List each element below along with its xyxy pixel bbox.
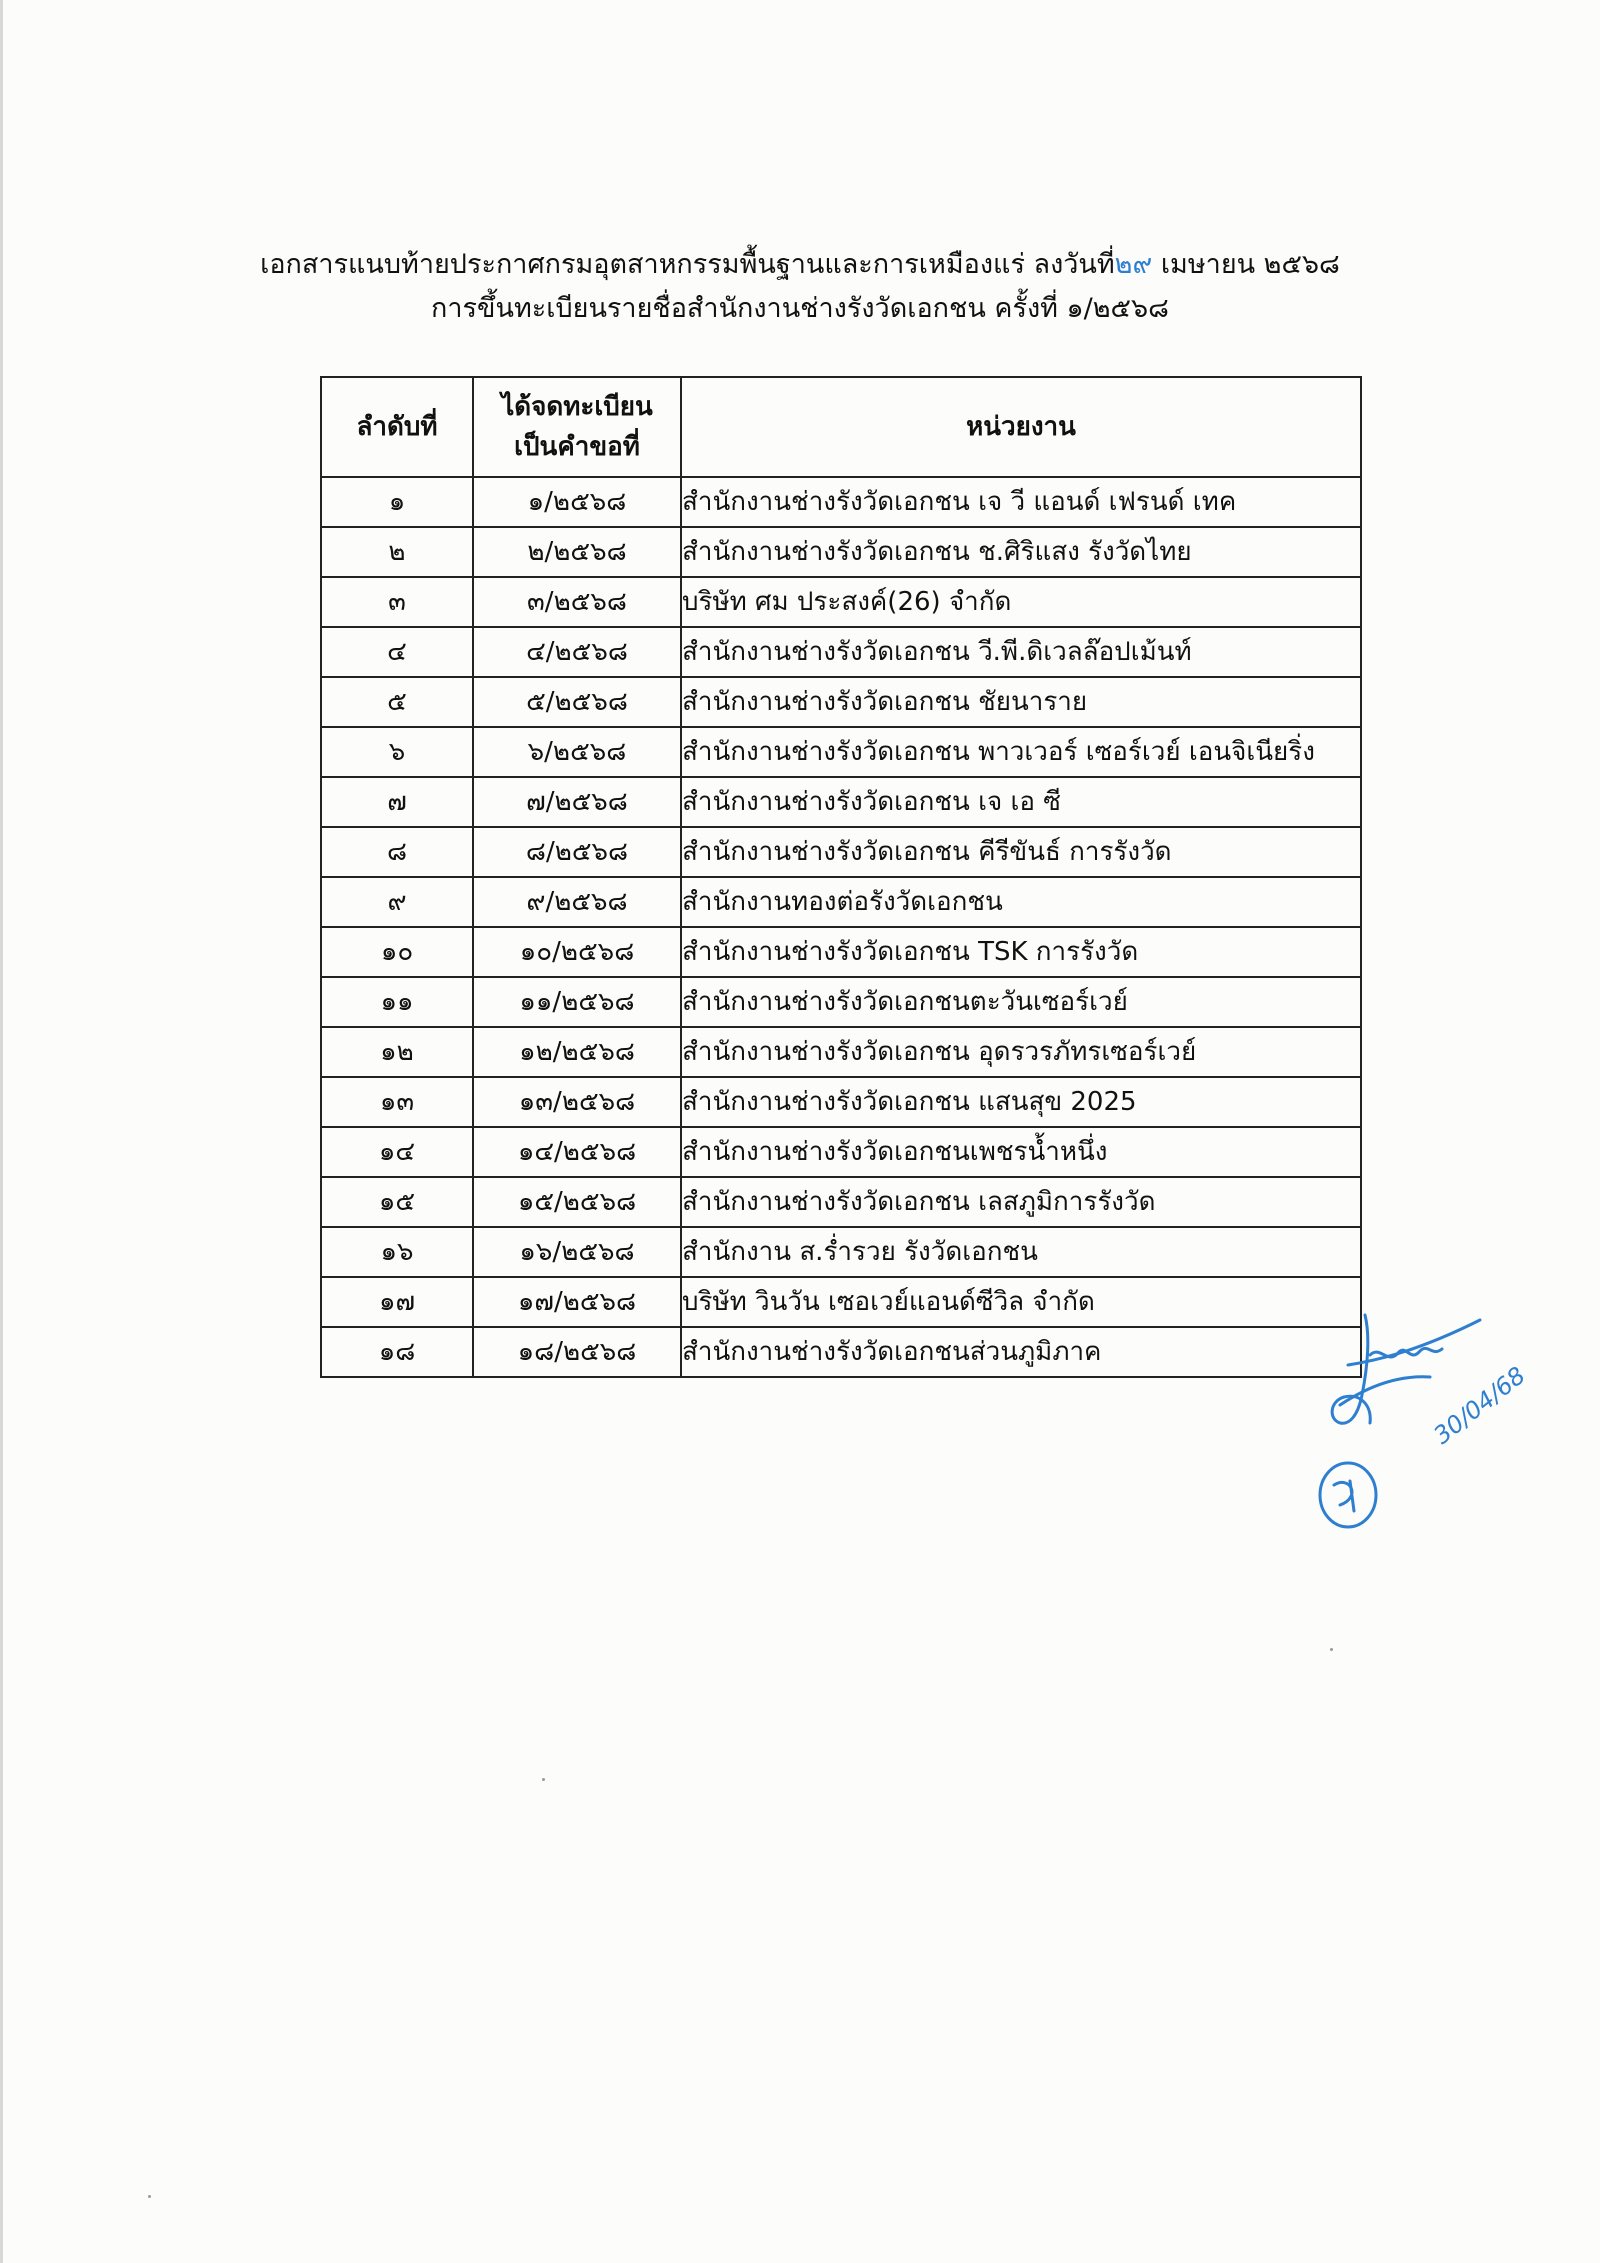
- row-registration-cell: ๑๘/๒๕๖๘: [473, 1327, 681, 1377]
- table-row: [321, 1277, 1361, 1327]
- row-registration-cell: ๔/๒๕๖๘: [473, 627, 681, 677]
- table-row: [321, 1127, 1361, 1177]
- table-row: [321, 927, 1361, 977]
- row-unit-cell: สำนักงาน ส.ร่ำรวย รังวัดเอกชน: [681, 1227, 1361, 1277]
- row-unit-cell: สำนักงานช่างรังวัดเอกชน TSK การรังวัด: [681, 927, 1361, 977]
- row-unit-cell: สำนักงานช่างรังวัดเอกชน แสนสุข 2025: [681, 1077, 1361, 1127]
- row-registration-cell: ๗/๒๕๖๘: [473, 777, 681, 827]
- row-unit-cell: สำนักงานช่างรังวัดเอกชน พาวเวอร์ เซอร์เวย์ เอนจิเนียริ่ง: [681, 727, 1361, 777]
- title-line-1: [0, 243, 1600, 287]
- row-unit-cell: สำนักงานช่างรังวัดเอกชน อุดรวรภัทรเซอร์เวย์: [681, 1027, 1361, 1077]
- row-seq-cell: ๗: [321, 777, 473, 827]
- row-seq-cell: ๕: [321, 677, 473, 727]
- signature-stroke-1: [1332, 1315, 1370, 1423]
- title-handwritten-date: ๒๙: [1114, 249, 1153, 280]
- row-seq-cell: ๑๒: [321, 1027, 473, 1077]
- document-title: [0, 243, 1600, 331]
- table-row: [321, 677, 1361, 727]
- table-row: [321, 627, 1361, 677]
- header-seq: ลำดับที่: [321, 377, 473, 477]
- header-registration: [473, 377, 681, 477]
- row-registration-cell: ๑๒/๒๕๖๘: [473, 1027, 681, 1077]
- row-seq-cell: ๑๖: [321, 1227, 473, 1277]
- row-registration-cell: ๙/๒๕๖๘: [473, 877, 681, 927]
- table-row: [321, 477, 1361, 527]
- table-row: [321, 1227, 1361, 1277]
- row-unit-cell: สำนักงานช่างรังวัดเอกชนส่วนภูมิภาค: [681, 1327, 1361, 1377]
- row-registration-cell: ๘/๒๕๖๘: [473, 827, 681, 877]
- row-registration-cell: ๑๑/๒๕๖๘: [473, 977, 681, 1027]
- table-row: [321, 827, 1361, 877]
- header-registration-line-1: ได้จดทะเบียน: [501, 392, 653, 422]
- row-registration-cell: ๑๐/๒๕๖๘: [473, 927, 681, 977]
- row-registration-cell: ๑๔/๒๕๖๘: [473, 1127, 681, 1177]
- row-unit-cell: สำนักงานช่างรังวัดเอกชนเพชรน้ำหนึ่ง: [681, 1127, 1361, 1177]
- title-line-1-prefix: เอกสารแนบท้ายประกาศกรมอุตสาหกรรมพื้นฐานและการเหมืองแร่ ลงวันที่: [260, 249, 1115, 280]
- scan-speck: [542, 1778, 545, 1781]
- row-seq-cell: ๘: [321, 827, 473, 877]
- row-unit-cell: บริษัท ศม ประสงค์(26) จำกัด: [681, 577, 1361, 627]
- row-seq-cell: ๑๕: [321, 1177, 473, 1227]
- table-row: [321, 727, 1361, 777]
- scan-speck: [1330, 1648, 1333, 1651]
- registration-table: [320, 376, 1362, 1378]
- title-line-1-suffix: เมษายน ๒๕๖๘: [1152, 249, 1340, 280]
- row-unit-cell: สำนักงานทองต่อรังวัดเอกชน: [681, 877, 1361, 927]
- row-registration-cell: ๑/๒๕๖๘: [473, 477, 681, 527]
- row-seq-cell: ๑๗: [321, 1277, 473, 1327]
- row-unit-cell: สำนักงานช่างรังวัดเอกชน วี.พี.ดิเวลล๊อปเม้นท์: [681, 627, 1361, 677]
- signature-stroke-4: [1340, 1377, 1430, 1405]
- table-row: [321, 527, 1361, 577]
- table-row: [321, 1027, 1361, 1077]
- table-row: [321, 877, 1361, 927]
- header-unit: หน่วยงาน: [681, 377, 1361, 477]
- row-unit-cell: สำนักงานช่างรังวัดเอกชนตะวันเซอร์เวย์: [681, 977, 1361, 1027]
- table-row: [321, 577, 1361, 627]
- row-registration-cell: ๕/๒๕๖๘: [473, 677, 681, 727]
- row-seq-cell: ๑: [321, 477, 473, 527]
- table-row: [321, 1327, 1361, 1377]
- row-registration-cell: ๑๕/๒๕๖๘: [473, 1177, 681, 1227]
- row-unit-cell: สำนักงานช่างรังวัดเอกชน เจ วี แอนด์ เฟรนด์ เทค: [681, 477, 1361, 527]
- row-seq-cell: ๓: [321, 577, 473, 627]
- row-unit-cell: สำนักงานช่างรังวัดเอกชน ชัยนาราย: [681, 677, 1361, 727]
- row-seq-cell: ๔: [321, 627, 473, 677]
- row-seq-cell: ๑๐: [321, 927, 473, 977]
- signature-stroke-6: [1334, 1481, 1354, 1511]
- signature-stroke-3: [1370, 1348, 1442, 1357]
- row-registration-cell: ๓/๒๕๖๘: [473, 577, 681, 627]
- row-unit-cell: สำนักงานช่างรังวัดเอกชน คีรีขันธ์ การรังวัด: [681, 827, 1361, 877]
- row-seq-cell: ๑๔: [321, 1127, 473, 1177]
- row-unit-cell: สำนักงานช่างรังวัดเอกชน ช.ศิริแสง รังวัดไทย: [681, 527, 1361, 577]
- table-row: [321, 977, 1361, 1027]
- handwritten-signature: [1310, 1305, 1531, 1555]
- row-seq-cell: ๖: [321, 727, 473, 777]
- title-line-2: การขึ้นทะเบียนรายชื่อสำนักงานช่างรังวัดเอกชน ครั้งที่ ๑/๒๕๖๘: [431, 293, 1169, 324]
- row-seq-cell: ๙: [321, 877, 473, 927]
- row-seq-cell: ๒: [321, 527, 473, 577]
- table-row: [321, 777, 1361, 827]
- table-body: [321, 477, 1361, 1377]
- table-header-row: [321, 377, 1361, 477]
- signature-date: 30/04/68: [1428, 1361, 1531, 1450]
- row-registration-cell: ๑๓/๒๕๖๘: [473, 1077, 681, 1127]
- row-unit-cell: สำนักงานช่างรังวัดเอกชน เจ เอ ซี: [681, 777, 1361, 827]
- page-edge-shadow: [0, 0, 3, 2263]
- scan-speck: [148, 2195, 151, 2198]
- row-unit-cell: บริษัท วินวัน เซอเวย์แอนด์ซีวิล จำกัด: [681, 1277, 1361, 1327]
- row-registration-cell: ๑๖/๒๕๖๘: [473, 1227, 681, 1277]
- row-seq-cell: ๑๓: [321, 1077, 473, 1127]
- row-unit-cell: สำนักงานช่างรังวัดเอกชน เลสภูมิการรังวัด: [681, 1177, 1361, 1227]
- row-registration-cell: ๑๗/๒๕๖๘: [473, 1277, 681, 1327]
- row-registration-cell: ๒/๒๕๖๘: [473, 527, 681, 577]
- header-registration-line-2: เป็นคำขอที่: [514, 432, 640, 462]
- row-seq-cell: ๑๑: [321, 977, 473, 1027]
- table-row: [321, 1077, 1361, 1127]
- signature-stroke-5: [1320, 1463, 1376, 1527]
- row-seq-cell: ๑๘: [321, 1327, 473, 1377]
- row-registration-cell: ๖/๒๕๖๘: [473, 727, 681, 777]
- table-row: [321, 1177, 1361, 1227]
